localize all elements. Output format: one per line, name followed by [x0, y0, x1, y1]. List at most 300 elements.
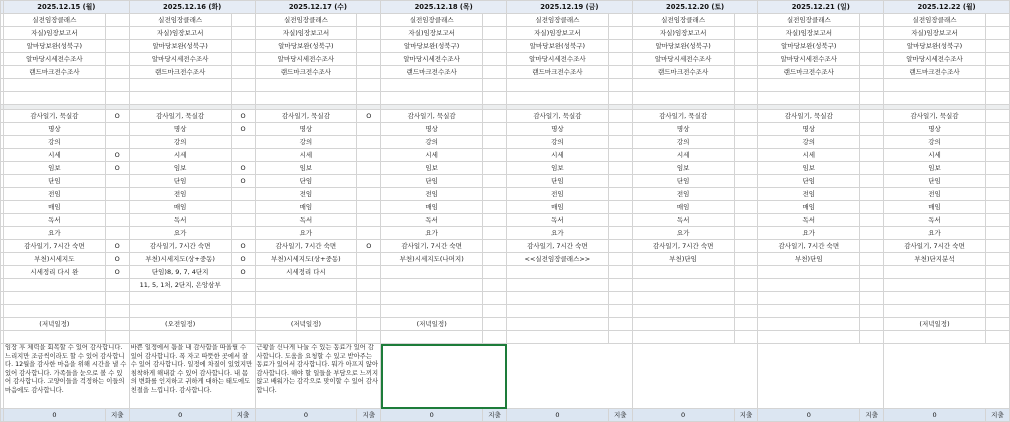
check-cell[interactable] — [734, 53, 758, 66]
task-cell[interactable]: 실전임장클래스 — [507, 14, 609, 27]
extra-task-cell[interactable]: 시세정리 다시 완 — [4, 266, 106, 279]
total-cell[interactable]: 0 — [255, 409, 357, 422]
routine-task-cell[interactable]: 강의 — [255, 136, 357, 149]
extra-task-cell[interactable]: 시세정리 다시 — [255, 266, 357, 279]
routine-task-cell[interactable]: 전임 — [129, 188, 231, 201]
check-mark-cell[interactable] — [105, 227, 129, 240]
empty-cell[interactable] — [608, 79, 632, 92]
task-cell[interactable]: 랜드마크전수조사 — [507, 66, 609, 79]
routine-task-cell[interactable]: 명상 — [507, 123, 609, 136]
task-cell[interactable]: 알마당보완(성북구) — [884, 40, 986, 53]
check-mark-cell[interactable] — [734, 149, 758, 162]
check-mark-cell[interactable] — [734, 253, 758, 266]
check-mark-cell[interactable] — [357, 175, 381, 188]
check-mark-cell[interactable]: O — [231, 266, 255, 279]
check-mark-cell[interactable] — [860, 188, 884, 201]
routine-task-cell[interactable]: 감사일기, 묵실감 — [884, 110, 986, 123]
check-mark-cell[interactable] — [985, 253, 1009, 266]
routine-task-cell[interactable]: 감사일기, 묵실감 — [758, 110, 860, 123]
empty-cell[interactable] — [985, 92, 1009, 105]
empty-cell[interactable] — [985, 79, 1009, 92]
routine-task-cell[interactable]: 강의 — [884, 136, 986, 149]
check-cell[interactable] — [231, 53, 255, 66]
check-mark-cell[interactable] — [734, 214, 758, 227]
empty-cell[interactable] — [734, 92, 758, 105]
check-cell[interactable] — [483, 66, 507, 79]
extra-task-cell[interactable] — [381, 279, 483, 292]
empty-cell[interactable] — [483, 331, 507, 344]
check-mark-cell[interactable]: O — [231, 240, 255, 253]
check-mark-cell[interactable] — [608, 227, 632, 240]
gratitude-note-cell[interactable] — [632, 344, 758, 409]
task-cell[interactable]: 자실)임장보고서 — [129, 27, 231, 40]
empty-cell[interactable] — [758, 305, 860, 318]
routine-task-cell[interactable]: 감사일기, 7시간 숙면 — [507, 240, 609, 253]
check-mark-cell[interactable] — [608, 149, 632, 162]
task-cell[interactable]: 알마당시세전수조사 — [129, 53, 231, 66]
check-mark-cell[interactable] — [483, 175, 507, 188]
routine-task-cell[interactable]: 단임 — [4, 175, 106, 188]
check-mark-cell[interactable] — [357, 201, 381, 214]
task-cell[interactable]: 알마당보완(성북구) — [632, 40, 734, 53]
check-mark-cell[interactable] — [357, 123, 381, 136]
routine-task-cell[interactable]: 명상 — [884, 123, 986, 136]
date-header-cell[interactable]: 2025.12.17 (수) — [255, 1, 381, 14]
check-mark-cell[interactable] — [985, 292, 1009, 305]
check-mark-cell[interactable] — [985, 279, 1009, 292]
empty-cell[interactable] — [255, 79, 357, 92]
check-mark-cell[interactable]: O — [231, 162, 255, 175]
check-mark-cell[interactable] — [608, 110, 632, 123]
check-mark-cell[interactable] — [357, 266, 381, 279]
routine-task-cell[interactable]: 임보 — [129, 162, 231, 175]
submit-label-cell[interactable]: 지출 — [357, 409, 381, 422]
empty-cell[interactable] — [884, 92, 986, 105]
evening-schedule-cell[interactable]: (오전일정) — [129, 318, 231, 331]
extra-task-cell[interactable] — [632, 292, 734, 305]
task-cell[interactable]: 알마당보완(성북구) — [758, 40, 860, 53]
routine-task-cell[interactable]: 매임 — [507, 201, 609, 214]
empty-cell[interactable] — [231, 318, 255, 331]
check-cell[interactable] — [734, 66, 758, 79]
submit-label-cell[interactable]: 지출 — [483, 409, 507, 422]
routine-task-cell[interactable]: 감사일기, 묵실감 — [4, 110, 106, 123]
check-mark-cell[interactable]: O — [231, 253, 255, 266]
check-cell[interactable] — [608, 14, 632, 27]
check-mark-cell[interactable] — [483, 149, 507, 162]
empty-cell[interactable] — [734, 318, 758, 331]
routine-task-cell[interactable]: 요가 — [632, 227, 734, 240]
total-cell[interactable]: 0 — [632, 409, 734, 422]
check-cell[interactable] — [985, 40, 1009, 53]
extra-task-cell[interactable]: 부천)시세지도(상+중동) — [129, 253, 231, 266]
check-mark-cell[interactable] — [105, 279, 129, 292]
routine-task-cell[interactable]: 단임 — [381, 175, 483, 188]
empty-cell[interactable] — [632, 79, 734, 92]
check-cell[interactable] — [608, 53, 632, 66]
routine-task-cell[interactable]: 시세 — [381, 149, 483, 162]
empty-cell[interactable] — [231, 305, 255, 318]
task-cell[interactable]: 랜드마크전수조사 — [632, 66, 734, 79]
routine-task-cell[interactable]: 단임 — [507, 175, 609, 188]
empty-cell[interactable] — [860, 92, 884, 105]
check-mark-cell[interactable]: O — [231, 110, 255, 123]
submit-label-cell[interactable]: 지출 — [105, 409, 129, 422]
check-mark-cell[interactable] — [231, 136, 255, 149]
check-mark-cell[interactable] — [860, 279, 884, 292]
routine-task-cell[interactable]: 요가 — [884, 227, 986, 240]
empty-cell[interactable] — [357, 318, 381, 331]
check-mark-cell[interactable] — [985, 214, 1009, 227]
evening-schedule-cell[interactable] — [507, 318, 609, 331]
check-cell[interactable] — [860, 40, 884, 53]
check-mark-cell[interactable] — [357, 136, 381, 149]
task-cell[interactable]: 자실)임장보고서 — [507, 27, 609, 40]
check-mark-cell[interactable] — [985, 227, 1009, 240]
submit-label-cell[interactable]: 지출 — [860, 409, 884, 422]
check-mark-cell[interactable] — [985, 201, 1009, 214]
task-cell[interactable]: 자실)임장보고서 — [884, 27, 986, 40]
check-mark-cell[interactable] — [985, 162, 1009, 175]
check-mark-cell[interactable] — [734, 110, 758, 123]
extra-task-cell[interactable] — [758, 266, 860, 279]
empty-cell[interactable] — [255, 305, 357, 318]
routine-task-cell[interactable]: 시세 — [758, 149, 860, 162]
extra-task-cell[interactable] — [381, 292, 483, 305]
routine-task-cell[interactable]: 요가 — [381, 227, 483, 240]
routine-task-cell[interactable]: 독서 — [884, 214, 986, 227]
empty-cell[interactable] — [507, 331, 609, 344]
routine-task-cell[interactable]: 강의 — [381, 136, 483, 149]
routine-task-cell[interactable]: 요가 — [507, 227, 609, 240]
routine-task-cell[interactable]: 시세 — [632, 149, 734, 162]
date-header-cell[interactable]: 2025.12.15 (월) — [4, 1, 130, 14]
check-mark-cell[interactable] — [860, 123, 884, 136]
check-cell[interactable] — [105, 27, 129, 40]
task-cell[interactable]: 실전임장클래스 — [758, 14, 860, 27]
routine-task-cell[interactable]: 단임 — [632, 175, 734, 188]
check-mark-cell[interactable]: O — [105, 162, 129, 175]
check-cell[interactable] — [105, 40, 129, 53]
empty-cell[interactable] — [860, 331, 884, 344]
routine-task-cell[interactable]: 강의 — [4, 136, 106, 149]
routine-task-cell[interactable]: 감사일기, 7시간 숙면 — [758, 240, 860, 253]
check-mark-cell[interactable] — [483, 188, 507, 201]
extra-task-cell[interactable]: 부천)시세지도(나머지) — [381, 253, 483, 266]
total-cell[interactable]: 0 — [507, 409, 609, 422]
evening-schedule-cell[interactable] — [758, 318, 860, 331]
routine-task-cell[interactable]: 독서 — [4, 214, 106, 227]
check-mark-cell[interactable] — [357, 279, 381, 292]
routine-task-cell[interactable]: 강의 — [632, 136, 734, 149]
routine-task-cell[interactable]: 명상 — [381, 123, 483, 136]
submit-label-cell[interactable]: 지출 — [608, 409, 632, 422]
check-mark-cell[interactable] — [608, 292, 632, 305]
check-mark-cell[interactable] — [608, 240, 632, 253]
empty-cell[interactable] — [105, 92, 129, 105]
check-cell[interactable] — [357, 53, 381, 66]
routine-task-cell[interactable]: 전임 — [507, 188, 609, 201]
check-mark-cell[interactable] — [734, 188, 758, 201]
check-mark-cell[interactable] — [105, 201, 129, 214]
extra-task-cell[interactable]: <<실전임장클래스>> — [507, 253, 609, 266]
gratitude-note-cell[interactable] — [507, 344, 633, 409]
check-mark-cell[interactable] — [860, 201, 884, 214]
routine-task-cell[interactable]: 시세 — [129, 149, 231, 162]
routine-task-cell[interactable]: 요가 — [129, 227, 231, 240]
routine-task-cell[interactable]: 강의 — [507, 136, 609, 149]
routine-task-cell[interactable]: 매임 — [255, 201, 357, 214]
empty-cell[interactable] — [357, 331, 381, 344]
routine-task-cell[interactable]: 감사일기, 7시간 숙면 — [632, 240, 734, 253]
empty-cell[interactable] — [105, 79, 129, 92]
check-mark-cell[interactable] — [483, 214, 507, 227]
routine-task-cell[interactable]: 매임 — [632, 201, 734, 214]
extra-task-cell[interactable] — [884, 279, 986, 292]
check-mark-cell[interactable] — [357, 227, 381, 240]
check-cell[interactable] — [734, 14, 758, 27]
check-mark-cell[interactable] — [483, 240, 507, 253]
check-cell[interactable] — [357, 27, 381, 40]
task-cell[interactable]: 실전임장클래스 — [381, 14, 483, 27]
routine-task-cell[interactable]: 임보 — [884, 162, 986, 175]
check-mark-cell[interactable] — [357, 162, 381, 175]
check-mark-cell[interactable] — [105, 175, 129, 188]
task-cell[interactable]: 실전임장클래스 — [255, 14, 357, 27]
check-cell[interactable] — [734, 27, 758, 40]
check-mark-cell[interactable] — [483, 266, 507, 279]
empty-cell[interactable] — [255, 331, 357, 344]
check-mark-cell[interactable] — [860, 110, 884, 123]
task-cell[interactable]: 자실)임장보고서 — [4, 27, 106, 40]
check-cell[interactable] — [357, 14, 381, 27]
check-mark-cell[interactable] — [734, 136, 758, 149]
extra-task-cell[interactable] — [507, 279, 609, 292]
empty-cell[interactable] — [105, 305, 129, 318]
check-mark-cell[interactable] — [608, 123, 632, 136]
task-cell[interactable]: 알마당보완(성북구) — [255, 40, 357, 53]
empty-cell[interactable] — [608, 305, 632, 318]
check-mark-cell[interactable] — [985, 175, 1009, 188]
routine-task-cell[interactable]: 임보 — [4, 162, 106, 175]
check-mark-cell[interactable] — [357, 214, 381, 227]
empty-cell[interactable] — [608, 331, 632, 344]
task-cell[interactable]: 랜드마크전수조사 — [381, 66, 483, 79]
check-mark-cell[interactable] — [734, 240, 758, 253]
task-cell[interactable]: 알마당시세전수조사 — [381, 53, 483, 66]
check-cell[interactable] — [231, 66, 255, 79]
check-mark-cell[interactable] — [734, 279, 758, 292]
check-mark-cell[interactable] — [734, 123, 758, 136]
check-mark-cell[interactable] — [105, 292, 129, 305]
check-mark-cell[interactable] — [860, 136, 884, 149]
task-cell[interactable]: 자실)임장보고서 — [255, 27, 357, 40]
task-cell[interactable]: 알마당시세전수조사 — [884, 53, 986, 66]
routine-task-cell[interactable]: 임보 — [507, 162, 609, 175]
gratitude-note-cell[interactable]: 임장 후 체력을 회복할 수 있어 감사합니다. 느리지만 조금씩이라도 할 수 있어 감사합니다. 12월을 감사한 마음을 위해 시간을 낼 수 있어 감사합니다. 가족들을 눈으로 볼 수 있어 감사합니다. 고양이들을 걱정하는 이들의 마음에도 감사합니다. — [4, 344, 130, 409]
empty-cell[interactable] — [860, 79, 884, 92]
empty-cell[interactable] — [734, 79, 758, 92]
check-cell[interactable] — [231, 40, 255, 53]
routine-task-cell[interactable]: 감사일기, 묵실감 — [255, 110, 357, 123]
task-cell[interactable]: 랜드마크전수조사 — [884, 66, 986, 79]
task-cell[interactable]: 랜드마크전수조사 — [4, 66, 106, 79]
empty-cell[interactable] — [129, 79, 231, 92]
extra-task-cell[interactable] — [632, 266, 734, 279]
extra-task-cell[interactable] — [4, 292, 106, 305]
check-cell[interactable] — [608, 40, 632, 53]
extra-task-cell[interactable] — [4, 279, 106, 292]
check-cell[interactable] — [483, 53, 507, 66]
check-mark-cell[interactable] — [357, 149, 381, 162]
total-cell[interactable]: 0 — [381, 409, 483, 422]
routine-task-cell[interactable]: 임보 — [255, 162, 357, 175]
task-cell[interactable]: 실전임장클래스 — [884, 14, 986, 27]
task-cell[interactable]: 자실)임장보고서 — [632, 27, 734, 40]
check-cell[interactable] — [860, 14, 884, 27]
check-mark-cell[interactable] — [105, 188, 129, 201]
extra-task-cell[interactable]: 단임)8, 9, 7, 4단지 — [129, 266, 231, 279]
check-cell[interactable] — [357, 66, 381, 79]
routine-task-cell[interactable]: 감사일기, 7시간 숙면 — [255, 240, 357, 253]
routine-task-cell[interactable]: 명상 — [758, 123, 860, 136]
extra-task-cell[interactable] — [255, 292, 357, 305]
empty-cell[interactable] — [105, 318, 129, 331]
evening-schedule-cell[interactable]: (저녁일정) — [884, 318, 986, 331]
check-mark-cell[interactable]: O — [105, 149, 129, 162]
task-cell[interactable]: 알마당시세전수조사 — [507, 53, 609, 66]
check-mark-cell[interactable] — [105, 136, 129, 149]
empty-cell[interactable] — [483, 318, 507, 331]
task-cell[interactable]: 알마당시세전수조사 — [255, 53, 357, 66]
check-mark-cell[interactable] — [231, 227, 255, 240]
check-mark-cell[interactable] — [860, 292, 884, 305]
check-mark-cell[interactable] — [985, 266, 1009, 279]
task-cell[interactable]: 자실)임장보고서 — [381, 27, 483, 40]
check-mark-cell[interactable] — [734, 162, 758, 175]
evening-schedule-cell[interactable]: (저녁일정) — [381, 318, 483, 331]
empty-cell[interactable] — [632, 331, 734, 344]
check-mark-cell[interactable] — [357, 292, 381, 305]
task-cell[interactable]: 랜드마크전수조사 — [255, 66, 357, 79]
check-cell[interactable] — [483, 14, 507, 27]
check-mark-cell[interactable] — [608, 162, 632, 175]
task-cell[interactable]: 알마당시세전수조사 — [632, 53, 734, 66]
empty-cell[interactable] — [985, 305, 1009, 318]
empty-cell[interactable] — [884, 331, 986, 344]
check-mark-cell[interactable] — [985, 188, 1009, 201]
routine-task-cell[interactable]: 감사일기, 7시간 숙면 — [884, 240, 986, 253]
check-cell[interactable] — [860, 27, 884, 40]
routine-task-cell[interactable]: 독서 — [129, 214, 231, 227]
submit-label-cell[interactable]: 지출 — [231, 409, 255, 422]
total-cell[interactable]: 0 — [4, 409, 106, 422]
routine-task-cell[interactable]: 전임 — [632, 188, 734, 201]
check-mark-cell[interactable] — [985, 136, 1009, 149]
routine-task-cell[interactable]: 매임 — [4, 201, 106, 214]
check-mark-cell[interactable] — [483, 279, 507, 292]
task-cell[interactable]: 자실)임장보고서 — [758, 27, 860, 40]
date-header-cell[interactable]: 2025.12.20 (토) — [632, 1, 758, 14]
empty-cell[interactable] — [758, 92, 860, 105]
check-mark-cell[interactable] — [608, 136, 632, 149]
check-mark-cell[interactable] — [860, 162, 884, 175]
check-mark-cell[interactable] — [483, 123, 507, 136]
check-mark-cell[interactable] — [734, 227, 758, 240]
submit-label-cell[interactable]: 지출 — [985, 409, 1009, 422]
check-mark-cell[interactable] — [608, 201, 632, 214]
routine-task-cell[interactable]: 명상 — [129, 123, 231, 136]
empty-cell[interactable] — [758, 79, 860, 92]
empty-cell[interactable] — [381, 92, 483, 105]
routine-task-cell[interactable]: 강의 — [129, 136, 231, 149]
routine-task-cell[interactable]: 독서 — [381, 214, 483, 227]
check-mark-cell[interactable] — [231, 292, 255, 305]
empty-cell[interactable] — [357, 92, 381, 105]
check-mark-cell[interactable] — [357, 188, 381, 201]
routine-task-cell[interactable]: 감사일기, 묵실감 — [632, 110, 734, 123]
gratitude-note-cell[interactable]: 근황을 신나게 나눌 수 있는 동료가 있어 감사합니다. 도움을 요청할 수 있고 받아주는 동료가 있어서 감사합니다. 뭐가 아프지 않아 감사합니다. 해야 할 일들을 부담으로 느끼지 않고 배워가는 감각으로 맞이할 수 있어 감사합니다. — [255, 344, 381, 409]
check-mark-cell[interactable] — [231, 279, 255, 292]
total-cell[interactable]: 0 — [884, 409, 986, 422]
empty-cell[interactable] — [507, 92, 609, 105]
check-mark-cell[interactable] — [608, 253, 632, 266]
routine-task-cell[interactable]: 독서 — [255, 214, 357, 227]
empty-cell[interactable] — [105, 331, 129, 344]
routine-task-cell[interactable]: 단임 — [884, 175, 986, 188]
empty-cell[interactable] — [884, 79, 986, 92]
routine-task-cell[interactable]: 임보 — [758, 162, 860, 175]
extra-task-cell[interactable]: 부천)단임 — [758, 253, 860, 266]
check-cell[interactable] — [608, 66, 632, 79]
extra-task-cell[interactable] — [507, 292, 609, 305]
gratitude-note-cell[interactable]: 바쁜 일정에서 틈을 내 감사함을 따올릴 수 있어 감사합니다. 폭 자고 따뜻한 곳에서 잘 수 있어 감사합니다. 일정에 차질이 있었지만 침착하게 해내갈 수 있어 감사합니다. 내 몸의 변화를 인지하고 귀하게 대하는 태도에도 친절을 느낍니다. 감사합니다. — [129, 344, 255, 409]
routine-task-cell[interactable]: 감사일기, 7시간 숙면 — [129, 240, 231, 253]
check-mark-cell[interactable]: O — [357, 110, 381, 123]
routine-task-cell[interactable]: 전임 — [4, 188, 106, 201]
empty-cell[interactable] — [985, 331, 1009, 344]
empty-cell[interactable] — [483, 305, 507, 318]
check-cell[interactable] — [231, 14, 255, 27]
routine-task-cell[interactable]: 감사일기, 묵실감 — [507, 110, 609, 123]
check-mark-cell[interactable] — [734, 175, 758, 188]
routine-task-cell[interactable]: 요가 — [4, 227, 106, 240]
routine-task-cell[interactable]: 시세 — [4, 149, 106, 162]
routine-task-cell[interactable]: 전임 — [758, 188, 860, 201]
extra-task-cell[interactable]: 부천)시세지도(상+중동) — [255, 253, 357, 266]
evening-schedule-cell[interactable]: (저녁일정) — [255, 318, 357, 331]
empty-cell[interactable] — [632, 92, 734, 105]
check-mark-cell[interactable] — [105, 123, 129, 136]
extra-task-cell[interactable] — [884, 292, 986, 305]
evening-schedule-cell[interactable]: (저녁일정) — [4, 318, 106, 331]
empty-cell[interactable] — [860, 318, 884, 331]
task-cell[interactable]: 실전임장클래스 — [632, 14, 734, 27]
check-mark-cell[interactable]: O — [231, 175, 255, 188]
empty-cell[interactable] — [357, 305, 381, 318]
routine-task-cell[interactable]: 시세 — [507, 149, 609, 162]
extra-task-cell[interactable]: 부천)시세지도 — [4, 253, 106, 266]
check-mark-cell[interactable] — [734, 266, 758, 279]
check-mark-cell[interactable] — [483, 162, 507, 175]
routine-task-cell[interactable]: 감사일기, 7시간 숙면 — [381, 240, 483, 253]
empty-cell[interactable] — [231, 331, 255, 344]
routine-task-cell[interactable]: 단임 — [255, 175, 357, 188]
check-cell[interactable] — [483, 40, 507, 53]
check-mark-cell[interactable]: O — [105, 266, 129, 279]
check-mark-cell[interactable] — [985, 149, 1009, 162]
routine-task-cell[interactable]: 강의 — [758, 136, 860, 149]
